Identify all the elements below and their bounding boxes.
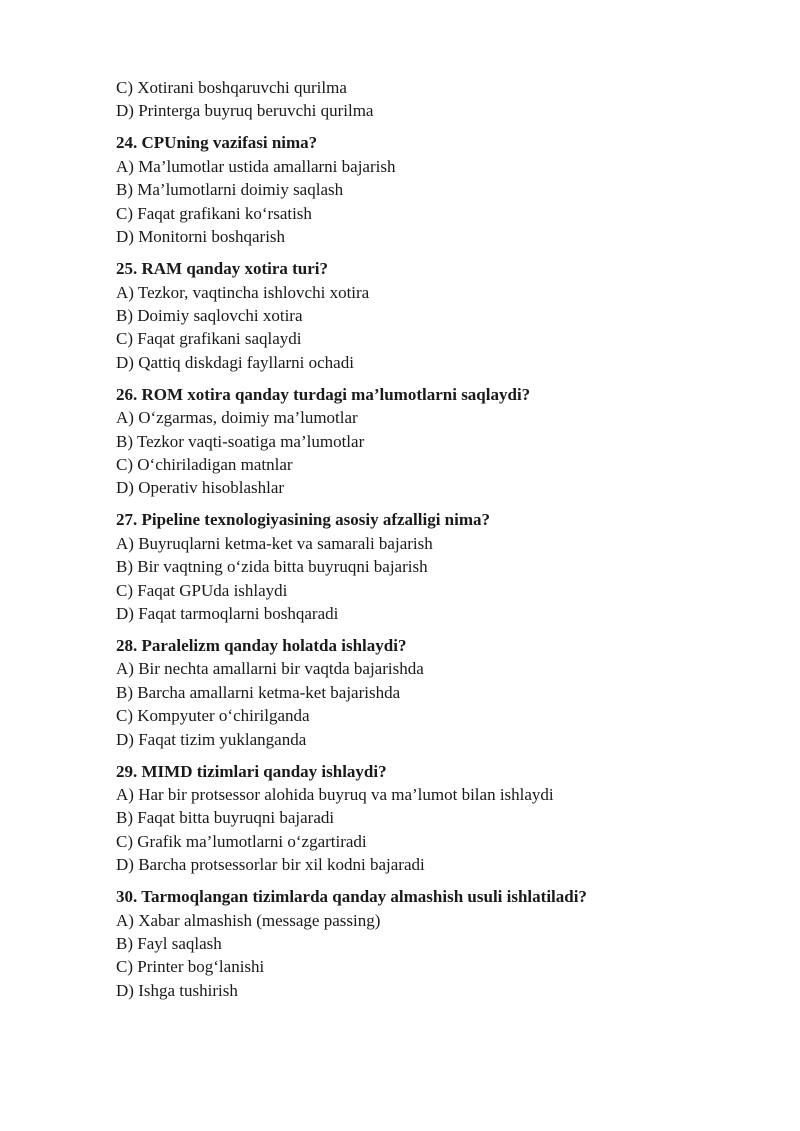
question-26 — [116, 383, 716, 500]
document-page — [116, 76, 716, 1002]
question-27 — [116, 508, 716, 625]
option-c: C) Kompyuter o‘chirilganda — [116, 706, 310, 726]
option-b: B) Fayl saqlash — [116, 934, 222, 954]
question-title: 26. ROM xotira qanday turdagi ma’lumotlarni saqlaydi? — [116, 384, 531, 404]
option-b: B) Tezkor vaqti-soatiga ma’lumotlar — [116, 431, 365, 451]
option-a: A) Ma’lumotlar ustida amallarni bajarish — [116, 156, 396, 176]
question-title: 24. CPUning vazifasi nima? — [116, 133, 318, 153]
option-line: D) Printerga buyruq beruvchi qurilma — [116, 101, 374, 121]
option-c: C) Faqat grafikani saqlaydi — [116, 329, 302, 349]
option-d: D) Qattiq diskdagi fayllarni ochadi — [116, 352, 354, 372]
option-d: D) Barcha protsessorlar bir xil kodni bajaradi — [116, 855, 425, 875]
option-d: D) Monitorni boshqarish — [116, 227, 286, 247]
option-c: C) O‘chiriladigan matnlar — [116, 454, 293, 474]
question-title: 29. MIMD tizimlari qanday ishlaydi? — [116, 761, 387, 781]
option-a: A) Xabar almashish (message passing) — [116, 910, 381, 930]
option-d: D) Ishga tushirish — [116, 980, 238, 1000]
option-c: C) Printer bog‘lanishi — [116, 957, 265, 977]
option-line: C) Xotirani boshqaruvchi qurilma — [116, 78, 347, 97]
option-b: B) Ma’lumotlarni doimiy saqlash — [116, 180, 344, 200]
option-b: B) Barcha amallarni ketma-ket bajarishda — [116, 682, 401, 702]
option-d: D) Operativ hisoblashlar — [116, 478, 285, 498]
question-title: 28. Paralelizm qanday holatda ishlaydi? — [116, 636, 407, 656]
continued-options — [116, 76, 716, 123]
question-28 — [116, 634, 716, 751]
option-a: A) Buyruqlarni ketma-ket va samarali bajarish — [116, 533, 433, 553]
question-30 — [116, 885, 716, 1002]
option-a: A) Tezkor, vaqtincha ishlovchi xotira — [116, 282, 370, 302]
question-title: 25. RAM qanday xotira turi? — [116, 259, 329, 279]
option-a: A) Har bir protsessor alohida buyruq va ma’lumot bilan ishlaydi — [116, 785, 554, 805]
option-b: B) Faqat bitta buyruqni bajaradi — [116, 808, 335, 828]
option-b: B) Bir vaqtning o‘zida bitta buyruqni bajarish — [116, 557, 428, 577]
question-24 — [116, 131, 716, 248]
question-25 — [116, 257, 716, 374]
option-a: A) Bir nechta amallarni bir vaqtda bajarishda — [116, 659, 424, 679]
option-d: D) Faqat tizim yuklanganda — [116, 729, 307, 749]
option-a: A) O‘zgarmas, doimiy ma’lumotlar — [116, 408, 358, 428]
option-b: B) Doimiy saqlovchi xotira — [116, 305, 303, 325]
question-29 — [116, 760, 716, 877]
option-d: D) Faqat tarmoqlarni boshqaradi — [116, 603, 339, 623]
question-title: 27. Pipeline texnologiyasining asosiy afzalligi nima? — [116, 510, 491, 530]
option-c: C) Faqat grafikani ko‘rsatish — [116, 203, 312, 223]
option-c: C) Faqat GPUda ishlaydi — [116, 580, 288, 600]
option-c: C) Grafik ma’lumotlarni o‘zgartiradi — [116, 831, 367, 851]
question-title: 30. Tarmoqlangan tizimlarda qanday almashish usuli ishlatiladi? — [116, 887, 587, 907]
